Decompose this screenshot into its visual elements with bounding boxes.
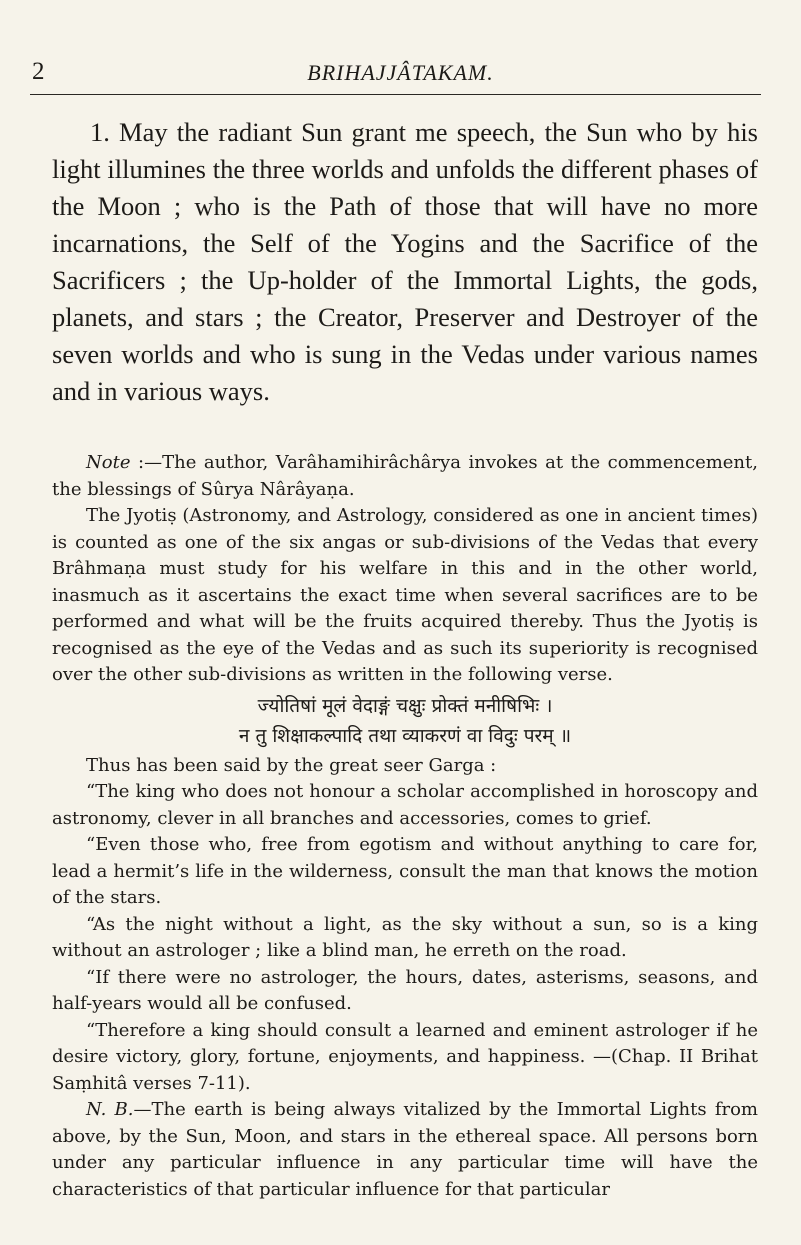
sanskrit-line-1: ज्योतिषां मूलं वेदाङ्गं चक्षुः प्रोक्तं मनीषिभिः । xyxy=(257,694,553,717)
quote-night: “As the night without a light, as the sky without a sun, so is a king without an astrologer ; like a blind man, he erreth on the road. xyxy=(52,913,758,961)
quote-therefore: “Therefore a king should consult a learned and eminent astrologer if he desire victory, glory, fortune, enjoyments, and happiness. —(Chap. II Brihat Saṃhitâ verses 7-11). xyxy=(52,1019,758,1094)
commentary-block xyxy=(52,450,758,1203)
note-label: Note xyxy=(86,452,131,473)
quote-king: “The king who does not honour a scholar accomplished in horoscopy and astronomy, clever in all branches and accessories, comes to grief. xyxy=(52,781,758,829)
note-text: :—The author, Varâhamihirâchârya invokes at the commencement, the blessings of Sûrya Nârâyaṇa. xyxy=(52,452,758,500)
page-header xyxy=(24,48,777,88)
note-paragraph xyxy=(52,450,758,503)
quote-hermit: “Even those who, free from egotism and without anything to care for, lead a hermit’s life in the wilderness, consult the man that knows the motion of the stars. xyxy=(52,834,758,908)
verse-block xyxy=(52,114,758,410)
garga-intro: Thus has been said by the great seer Garga : xyxy=(86,754,497,776)
jyotis-paragraph: The Jyotiṣ (Astronomy, and Astrology, considered as one in ancient times) is counted as one of the six angas or sub-divisions of the Vedas that every Brâhmaṇa must study for his welfare in this and in the other world, inasmuch as it ascertains the exact time when several sacrifices are to be performed and what will be the fruits acquired thereby. Thus the Jyotiṣ is recognised as the eye of the Vedas and as such its superiority is recognised over the other sub-divisions as written in the following verse. xyxy=(52,505,758,685)
nb-label: N. B. xyxy=(86,1099,134,1120)
quote-confused: “If there were no astrologer, the hours, dates, asterisms, seasons, and half-years would all be confused. xyxy=(52,966,758,1014)
running-title: BRIHAJJÂTAKAM. xyxy=(307,60,494,85)
verse-text: 1. May the radiant Sun grant me speech, the Sun who by his light illumines the three worlds and unfolds the different phases of the Moon ; who is the Path of those that will have no more incarnations, the Self of the Yogins and the Sacrifice of the Sacrificers ; the Up-holder of the Immortal Lights, the gods, planets, and stars ; the Creator, Preserver and Destroyer of the seven worlds and who is sung in the Vedas under various names and in various ways. xyxy=(52,117,758,406)
header-rule xyxy=(30,94,761,95)
sanskrit-line-2: न तु शिक्षाकल्पादि तथा व्याकरणं वा विदुः परम् ॥ xyxy=(238,724,572,747)
nb-text: —The earth is being always vitalized by the Immortal Lights from above, by the Sun, Moon, and stars in the ethereal space. All persons born under any particular influence in any particular time will have the characteristics of that particular influence for that particular xyxy=(52,1099,758,1200)
nb-paragraph xyxy=(52,1097,758,1203)
page-number: 2 xyxy=(32,58,45,85)
